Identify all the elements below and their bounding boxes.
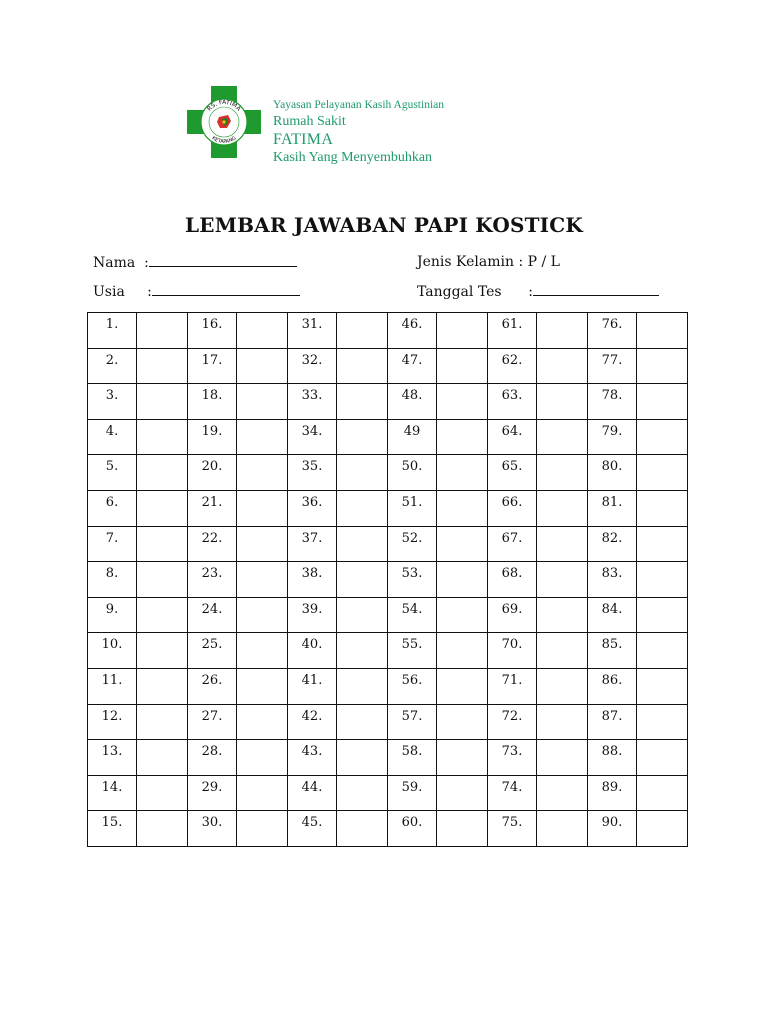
answer-box[interactable] — [537, 419, 588, 455]
answer-row — [88, 562, 688, 598]
answer-box[interactable] — [537, 526, 588, 562]
answer-row — [88, 704, 688, 740]
date-input-line[interactable] — [533, 283, 659, 296]
page-title: LEMBAR JAWABAN PAPI KOSTICK — [185, 213, 583, 237]
question-number: 41. — [288, 668, 337, 704]
answer-box[interactable] — [137, 562, 188, 598]
answer-box[interactable] — [437, 775, 488, 811]
question-number: 85. — [588, 633, 637, 669]
name-field — [93, 254, 297, 271]
question-number: 1. — [88, 313, 137, 349]
answer-box[interactable] — [137, 740, 188, 776]
hospital-cross-logo — [187, 86, 261, 158]
answer-box[interactable] — [237, 775, 288, 811]
answer-box[interactable] — [437, 811, 488, 847]
answer-box[interactable] — [237, 526, 288, 562]
answer-box[interactable] — [637, 668, 688, 704]
answer-box[interactable] — [237, 455, 288, 491]
age-input-line[interactable] — [152, 283, 300, 296]
question-number: 87. — [588, 704, 637, 740]
answer-row — [88, 384, 688, 420]
question-number: 72. — [488, 704, 537, 740]
answer-box[interactable] — [237, 597, 288, 633]
answer-box[interactable] — [637, 490, 688, 526]
question-number: 76. — [588, 313, 637, 349]
question-number: 30. — [188, 811, 237, 847]
answer-box[interactable] — [437, 562, 488, 598]
answer-box[interactable] — [537, 775, 588, 811]
logo-text-bottom: KETAPANG — [210, 135, 238, 146]
question-number: 6. — [88, 490, 137, 526]
question-number: 48. — [388, 384, 437, 420]
answer-box[interactable] — [437, 740, 488, 776]
answer-box[interactable] — [137, 775, 188, 811]
answer-box[interactable] — [237, 313, 288, 349]
foundation-name: Yayasan Pelayanan Kasih Agustinian — [273, 99, 444, 111]
answer-box[interactable] — [137, 668, 188, 704]
date-field — [417, 283, 659, 300]
answer-box[interactable] — [437, 668, 488, 704]
question-number: 40. — [288, 633, 337, 669]
answer-box[interactable] — [337, 740, 388, 776]
question-number: 81. — [588, 490, 637, 526]
answer-box[interactable] — [437, 490, 488, 526]
answer-box[interactable] — [537, 455, 588, 491]
question-number: 64. — [488, 419, 537, 455]
question-number: 34. — [288, 419, 337, 455]
answer-box[interactable] — [537, 811, 588, 847]
question-number: 12. — [88, 704, 137, 740]
answer-box[interactable] — [537, 704, 588, 740]
question-number: 89. — [588, 775, 637, 811]
answer-row — [88, 313, 688, 349]
answer-box[interactable] — [637, 348, 688, 384]
question-number: 65. — [488, 455, 537, 491]
answer-box[interactable] — [337, 775, 388, 811]
answer-box[interactable] — [237, 562, 288, 598]
answer-box[interactable] — [237, 348, 288, 384]
answer-box[interactable] — [637, 811, 688, 847]
answer-box[interactable] — [637, 740, 688, 776]
answer-box[interactable] — [337, 562, 388, 598]
question-number: 46. — [388, 313, 437, 349]
answer-box[interactable] — [137, 597, 188, 633]
question-number: 53. — [388, 562, 437, 598]
answer-box[interactable] — [637, 597, 688, 633]
question-number: 51. — [388, 490, 437, 526]
question-number: 70. — [488, 633, 537, 669]
question-number: 83. — [588, 562, 637, 598]
question-number: 2. — [88, 348, 137, 384]
question-number: 67. — [488, 526, 537, 562]
answer-box[interactable] — [637, 526, 688, 562]
answer-box[interactable] — [237, 811, 288, 847]
answer-box[interactable] — [137, 490, 188, 526]
question-number: 63. — [488, 384, 537, 420]
question-number: 71. — [488, 668, 537, 704]
question-number: 50. — [388, 455, 437, 491]
question-number: 79. — [588, 419, 637, 455]
answer-box[interactable] — [337, 490, 388, 526]
answer-box[interactable] — [537, 348, 588, 384]
question-number: 43. — [288, 740, 337, 776]
answer-box[interactable] — [237, 704, 288, 740]
answer-box[interactable] — [137, 419, 188, 455]
letterhead — [187, 86, 507, 165]
question-number: 75. — [488, 811, 537, 847]
question-number: 14. — [88, 775, 137, 811]
age-colon: : — [147, 284, 152, 300]
hospital-motto: Kasih Yang Menyembuhkan — [273, 150, 433, 165]
question-number: 10. — [88, 633, 137, 669]
question-number: 66. — [488, 490, 537, 526]
answer-box[interactable] — [337, 811, 388, 847]
gender-field — [417, 254, 560, 270]
answer-box[interactable] — [537, 313, 588, 349]
question-number: 73. — [488, 740, 537, 776]
answer-box[interactable] — [437, 526, 488, 562]
answer-box[interactable] — [437, 633, 488, 669]
answer-row — [88, 419, 688, 455]
question-number: 9. — [88, 597, 137, 633]
answer-box[interactable] — [337, 455, 388, 491]
answer-row — [88, 811, 688, 847]
answer-box[interactable] — [437, 455, 488, 491]
question-number: 59. — [388, 775, 437, 811]
question-number: 42. — [288, 704, 337, 740]
answer-box[interactable] — [337, 419, 388, 455]
question-number: 29. — [188, 775, 237, 811]
answer-row — [88, 775, 688, 811]
name-input-line[interactable] — [149, 254, 297, 267]
answer-box[interactable] — [337, 313, 388, 349]
question-number: 56. — [388, 668, 437, 704]
answer-row — [88, 597, 688, 633]
question-number: 68. — [488, 562, 537, 598]
answer-box[interactable] — [237, 633, 288, 669]
question-number: 15. — [88, 811, 137, 847]
answer-box[interactable] — [237, 740, 288, 776]
gender-label: Jenis Kelamin — [417, 254, 514, 270]
question-number: 4. — [88, 419, 137, 455]
question-number: 74. — [488, 775, 537, 811]
answer-box[interactable] — [137, 633, 188, 669]
answer-box[interactable] — [437, 348, 488, 384]
answer-box[interactable] — [537, 490, 588, 526]
question-number: 22. — [188, 526, 237, 562]
question-number: 11. — [88, 668, 137, 704]
answer-table — [87, 312, 688, 847]
question-number: 55. — [388, 633, 437, 669]
answer-box[interactable] — [537, 597, 588, 633]
answer-row — [88, 633, 688, 669]
answer-box[interactable] — [337, 348, 388, 384]
answer-row — [88, 348, 688, 384]
question-number: 33. — [288, 384, 337, 420]
question-number: 35. — [288, 455, 337, 491]
question-number: 38. — [288, 562, 337, 598]
question-number: 61. — [488, 313, 537, 349]
answer-box[interactable] — [537, 740, 588, 776]
answer-box[interactable] — [537, 384, 588, 420]
answer-box[interactable] — [337, 597, 388, 633]
hospital-label: Rumah Sakit — [273, 114, 346, 129]
answer-box[interactable] — [537, 633, 588, 669]
question-number: 17. — [188, 348, 237, 384]
question-number: 58. — [388, 740, 437, 776]
answer-box[interactable] — [637, 455, 688, 491]
question-number: 18. — [188, 384, 237, 420]
age-label: Usia — [93, 284, 125, 300]
question-number: 32. — [288, 348, 337, 384]
answer-box[interactable] — [437, 597, 488, 633]
answer-box[interactable] — [337, 633, 388, 669]
question-number: 77. — [588, 348, 637, 384]
question-number: 54. — [388, 597, 437, 633]
question-number: 88. — [588, 740, 637, 776]
answer-row — [88, 455, 688, 491]
question-number: 45. — [288, 811, 337, 847]
question-number: 25. — [188, 633, 237, 669]
answer-box[interactable] — [137, 704, 188, 740]
question-number: 26. — [188, 668, 237, 704]
answer-box[interactable] — [437, 384, 488, 420]
question-number: 49 — [388, 419, 437, 455]
answer-box[interactable] — [237, 668, 288, 704]
age-field — [93, 283, 300, 300]
question-number: 27. — [188, 704, 237, 740]
answer-row — [88, 490, 688, 526]
answer-box[interactable] — [437, 704, 488, 740]
answer-box[interactable] — [137, 526, 188, 562]
answer-box[interactable] — [637, 313, 688, 349]
answer-box[interactable] — [637, 704, 688, 740]
answer-box[interactable] — [637, 775, 688, 811]
name-label: Nama — [93, 255, 136, 271]
question-number: 3. — [88, 384, 137, 420]
answer-row — [88, 668, 688, 704]
question-number: 60. — [388, 811, 437, 847]
question-number: 86. — [588, 668, 637, 704]
question-number: 23. — [188, 562, 237, 598]
answer-box[interactable] — [337, 526, 388, 562]
answer-row — [88, 740, 688, 776]
logo-text-top: RS. FATIMA — [205, 98, 243, 113]
question-number: 84. — [588, 597, 637, 633]
name-colon: : — [144, 255, 149, 271]
question-number: 57. — [388, 704, 437, 740]
question-number: 62. — [488, 348, 537, 384]
question-number: 37. — [288, 526, 337, 562]
question-number: 13. — [88, 740, 137, 776]
answer-row — [88, 526, 688, 562]
answer-box[interactable] — [337, 668, 388, 704]
question-number: 44. — [288, 775, 337, 811]
answer-box[interactable] — [637, 419, 688, 455]
date-colon: : — [528, 284, 533, 300]
question-number: 19. — [188, 419, 237, 455]
question-number: 39. — [288, 597, 337, 633]
answer-box[interactable] — [137, 313, 188, 349]
question-number: 20. — [188, 455, 237, 491]
question-number: 80. — [588, 455, 637, 491]
answer-box[interactable] — [137, 811, 188, 847]
answer-box[interactable] — [437, 419, 488, 455]
question-number: 5. — [88, 455, 137, 491]
question-number: 31. — [288, 313, 337, 349]
question-number: 69. — [488, 597, 537, 633]
question-number: 90. — [588, 811, 637, 847]
question-number: 82. — [588, 526, 637, 562]
question-number: 78. — [588, 384, 637, 420]
answer-box[interactable] — [137, 348, 188, 384]
answer-box[interactable] — [237, 490, 288, 526]
question-number: 21. — [188, 490, 237, 526]
question-number: 16. — [188, 313, 237, 349]
answer-box[interactable] — [637, 633, 688, 669]
question-number: 36. — [288, 490, 337, 526]
answer-box[interactable] — [437, 313, 488, 349]
answer-box[interactable] — [637, 562, 688, 598]
answer-box[interactable] — [137, 384, 188, 420]
question-number: 7. — [88, 526, 137, 562]
answer-box[interactable] — [537, 562, 588, 598]
answer-box[interactable] — [637, 384, 688, 420]
gender-options[interactable]: : P / L — [518, 254, 560, 270]
question-number: 52. — [388, 526, 437, 562]
date-label: Tanggal Tes — [417, 284, 502, 300]
hospital-name: FATIMA — [273, 131, 334, 148]
answer-box[interactable] — [537, 668, 588, 704]
answer-box[interactable] — [237, 384, 288, 420]
question-number: 24. — [188, 597, 237, 633]
question-number: 47. — [388, 348, 437, 384]
answer-box[interactable] — [237, 419, 288, 455]
answer-box[interactable] — [337, 384, 388, 420]
answer-box[interactable] — [137, 455, 188, 491]
answer-box[interactable] — [337, 704, 388, 740]
question-number: 8. — [88, 562, 137, 598]
question-number: 28. — [188, 740, 237, 776]
